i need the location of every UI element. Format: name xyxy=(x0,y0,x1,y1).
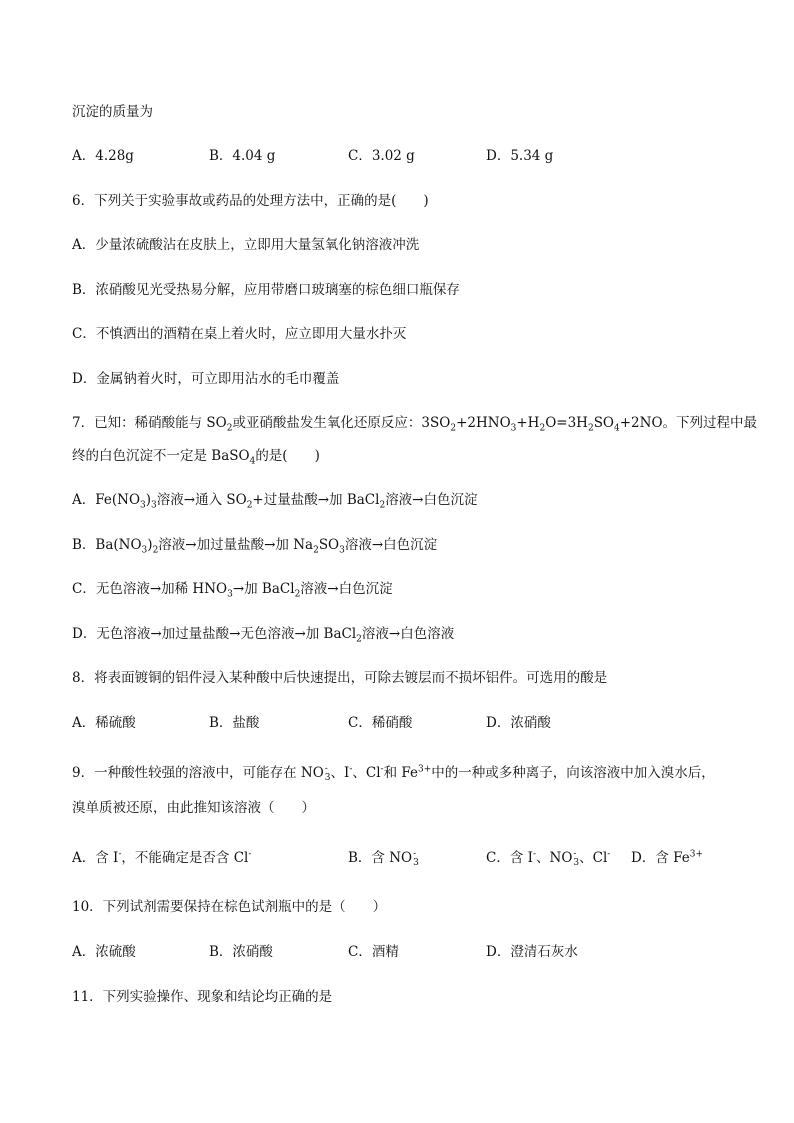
nitrate-charge: - 3 xyxy=(413,848,419,868)
q8-option-a: A．稀硫酸 xyxy=(72,715,136,731)
q5-option-d: D．5.34 g xyxy=(486,148,554,164)
q5-option-b: B．4.04 g xyxy=(209,148,276,164)
q6-option-d: D．金属钠着火时，可立即用沾水的毛巾覆盖 xyxy=(72,371,340,387)
q6-stem: 6．下列关于实验事故或药品的处理方法中，正确的是( ) xyxy=(72,193,429,209)
q10-option-b: B．浓硝酸 xyxy=(209,944,273,960)
q7-option-b: B．$Ba(NO_3)_2$溶液→加过量盐酸→加 $Na_2SO_3$溶液→白色沉淀 xyxy=(72,537,438,556)
q9-option-c: C．含 I-、NO - 3 、Cl- xyxy=(486,848,611,868)
nitrate-charge: - 3 xyxy=(573,848,580,868)
q10-stem: 10．下列试剂需要保持在棕色试剂瓶中的是（ ） xyxy=(72,899,387,915)
q10-option-c: C．酒精 xyxy=(348,944,399,960)
nitrate-charge: - 3 xyxy=(324,763,331,783)
q8-option-b: B．盐酸 xyxy=(209,715,260,731)
q8-option-d: D．浓硝酸 xyxy=(486,715,551,731)
q6-option-b: B．浓硝酸见光受热易分解，应用带磨口玻璃塞的棕色细口瓶保存 xyxy=(72,282,460,298)
q7-option-c: C．无色溶液→加稀 $HNO_3\to$加 BaCl$_2$溶液→白色沉淀 xyxy=(72,581,393,600)
q5-option-c: C．3.02 g xyxy=(348,148,415,164)
q9-stem-line1: 9．一种酸性较强的溶液中，可能存在 NO - 3 、I-、Cl-和 $Fe^{3+}$中的一种或多种离子，向该溶液中加入溴水后， xyxy=(72,763,715,783)
q8-stem: 8．将表面镀铜的铝件浸入某种酸中后快速提出，可除去镀层而不损坏铝件。可选用的酸是 xyxy=(72,670,608,686)
q8-option-c: C．稀硝酸 xyxy=(348,715,413,731)
q6-option-a: A．少量浓硫酸沾在皮肤上，立即用大量氢氧化钠溶液冲洗 xyxy=(72,237,420,253)
q7-option-a: A．$Fe(NO_3)_3$溶液→通入 $SO_2+$过量盐酸→加 BaCl$_2$溶液→白色沉淀 xyxy=(72,492,478,511)
q7-option-d: D．无色溶液→加过量盐酸→无色溶液→加 BaCl$_2$溶液→白色溶液 xyxy=(72,626,455,645)
q9-stem-line2: 溴单质被还原，由此推知该溶液（ ） xyxy=(72,800,315,816)
q10-option-d: D．澄清石灰水 xyxy=(486,944,578,960)
q7-stem-line2: 终的白色沉淀不一定是 BaSO$_4$的是( ) xyxy=(72,448,320,467)
q9-option-a: A．含 I-，不能确定是否含 Cl- xyxy=(72,849,252,866)
q9-option-d: D．含 $Fe^{3+}$ xyxy=(631,849,704,866)
q9-option-b: B．含 NO - 3 xyxy=(348,848,419,868)
q5-stem-tail: 沉淀的质量为 xyxy=(72,104,153,120)
q7-stem-line1: 7．已知：稀硝酸能与 $SO_2$或亚硝酸盐发生氧化还原反应：$3SO_2+2HNO_3+H_2O=3H_2SO_4+2NO$。下列过程中最 xyxy=(72,415,758,434)
q10-option-a: A．浓硫酸 xyxy=(72,944,136,960)
q11-stem: 11．下列实验操作、现象和结论均正确的是 xyxy=(72,989,333,1005)
q6-option-c: C．不慎洒出的酒精在桌上着火时，应立即用大量水扑灭 xyxy=(72,326,407,342)
q5-option-a: A．4.28g xyxy=(72,148,134,164)
